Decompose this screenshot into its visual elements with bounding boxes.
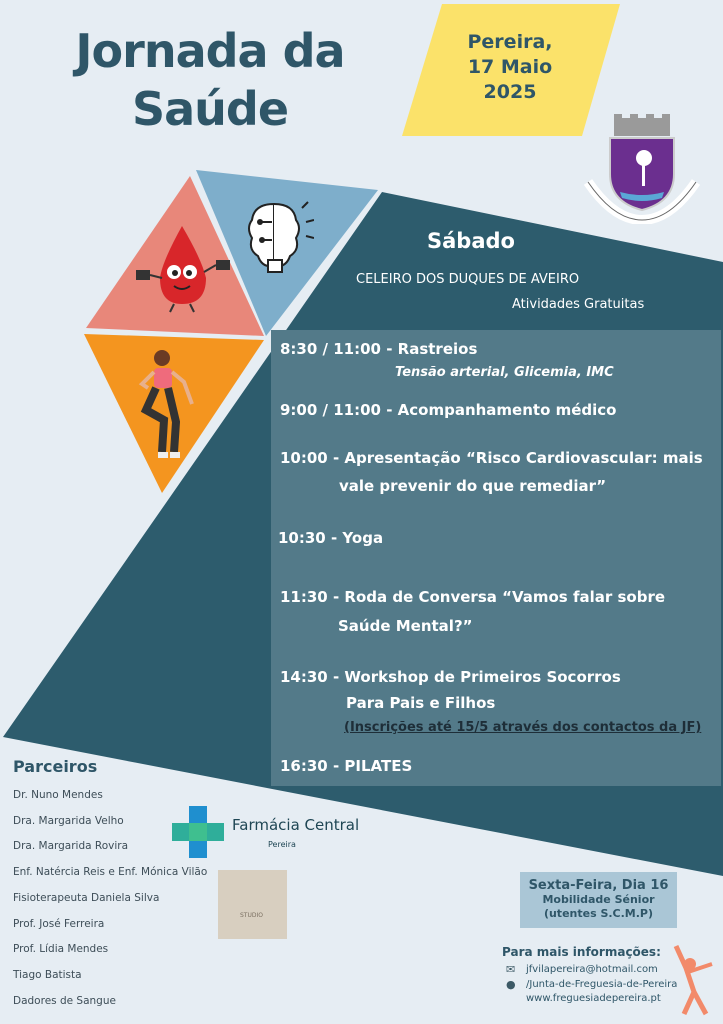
partner-item: Dra. Margarida Rovira (13, 840, 129, 852)
partner-item: Fisioterapeuta Daniela Silva (13, 892, 160, 904)
partner-item: Dra. Margarida Velho (13, 815, 124, 827)
friday-line: (utentes S.C.M.P) (543, 907, 654, 920)
pharmacy-place: Pereira (268, 840, 296, 849)
schedule-item: 14:30 - Workshop de Primeiros Socorros (280, 668, 621, 686)
event-date (420, 30, 600, 105)
schedule-item-detail: Tensão arterial, Glicemia, IMC (395, 365, 614, 380)
friday-box (520, 872, 677, 928)
fitness-woman-icon (138, 348, 196, 466)
schedule-item: 10:00 - Apresentação “Risco Cardiovascular: mais (280, 449, 703, 467)
friday-line: Mobilidade Sénior (542, 893, 655, 906)
pharmacy-name: Farmácia Central (232, 816, 360, 834)
info-title: Para mais informações: (502, 945, 661, 959)
person-icon: ● (506, 978, 516, 991)
partner-item: Prof. Lídia Mendes (13, 943, 109, 955)
partner-item: Tiago Batista (13, 969, 82, 981)
info-email[interactable]: jfvilapereira@hotmail.com (526, 964, 658, 975)
page-title: Jornada da Saúde (75, 24, 345, 136)
schedule-item: 10:30 - Yoga (278, 529, 384, 547)
date-line: 17 Maio (467, 56, 553, 78)
partners-title: Parceiros (13, 757, 98, 776)
schedule-item: 11:30 - Roda de Conversa “Vamos falar sobre (280, 588, 666, 606)
blood-drop-icon (132, 222, 234, 316)
schedule-item: 9:00 / 11:00 - Acompanhamento médico (280, 401, 617, 419)
schedule-panel (271, 330, 721, 786)
stretching-icon (672, 944, 720, 1016)
partner-item: Dr. Nuno Mendes (13, 789, 103, 801)
envelope-icon: ✉ (506, 963, 516, 976)
schedule-item: 16:30 - PILATES (280, 757, 413, 775)
schedule-item-cont: Saúde Mental?” (338, 617, 473, 635)
venue: CELEIRO DOS DUQUES DE AVEIRO (356, 272, 580, 287)
date-line: 2025 (483, 81, 537, 103)
registration-note: (Inscrições até 15/5 através dos contactos da JF) (344, 720, 702, 735)
partner-item: Dadores de Sangue (13, 995, 116, 1007)
partner-item: Prof. José Ferreira (13, 918, 105, 930)
pharmacy-cross-icon (172, 806, 224, 858)
info-website[interactable]: www.freguesiadepereira.pt (526, 993, 661, 1004)
brain-icon (244, 198, 314, 278)
info-facebook[interactable]: /Junta-de-Freguesia-de-Pereira (526, 979, 678, 990)
studio-logo (218, 870, 287, 939)
schedule-item: 8:30 / 11:00 - Rastreios (280, 340, 478, 358)
free-activities: Atividades Gratuitas (512, 297, 645, 312)
schedule-item-cont: vale prevenir do que remediar” (339, 477, 607, 495)
date-line: Pereira, (467, 31, 553, 53)
studio-logo-text: STUDIO (240, 912, 263, 919)
day-heading: Sábado (427, 229, 515, 253)
friday-title: Sexta-Feira, Dia 16 (528, 878, 669, 893)
coat-of-arms-icon (584, 112, 700, 224)
schedule-item-cont: Para Pais e Filhos (346, 694, 496, 712)
partner-item: Enf. Natércia Reis e Enf. Mónica Vilão (13, 866, 208, 878)
